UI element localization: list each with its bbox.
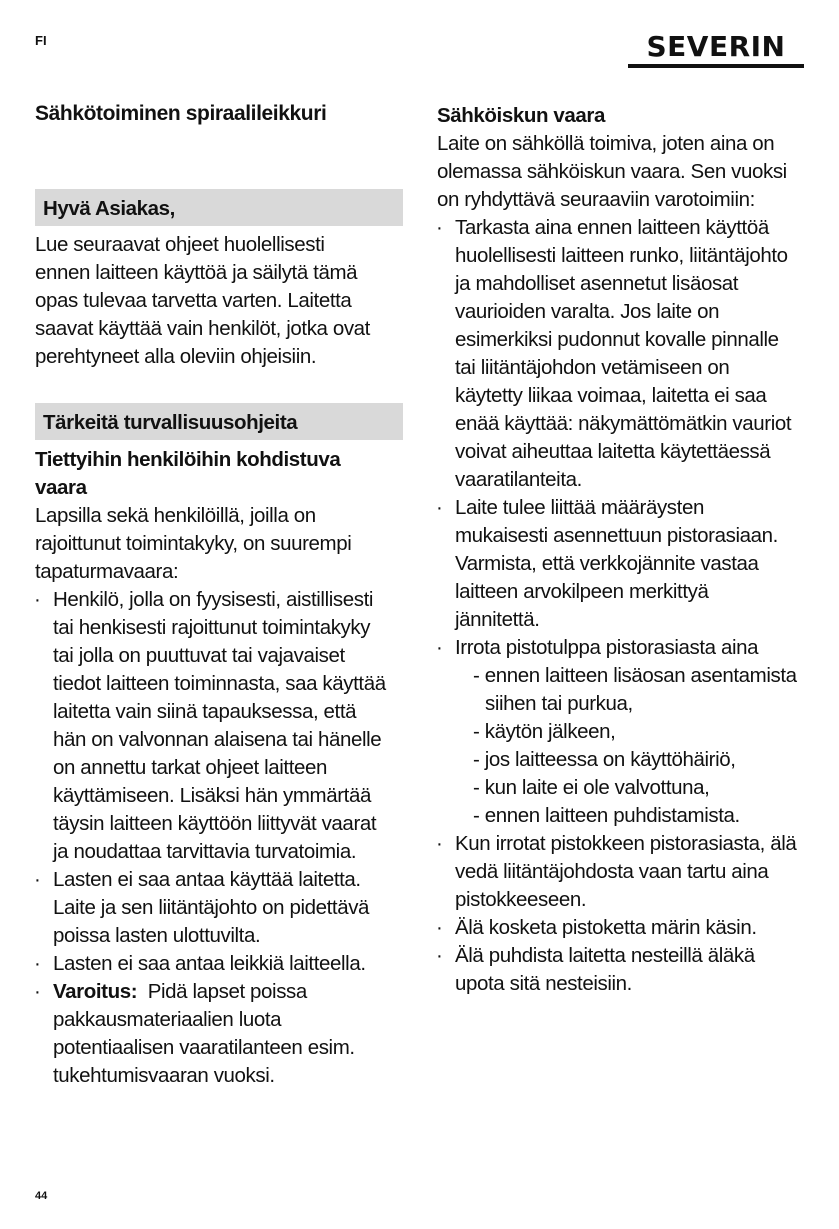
text-line: Älä puhdista laitetta nesteillä äläkä <box>455 944 755 967</box>
text-line: laitteen arvokilpeen merkittyä <box>455 580 709 603</box>
list-item <box>35 866 386 950</box>
sub-item: - ennen laitteen lisäosan asentamista <box>473 664 797 687</box>
safety-heading: Tärkeitä turvallisuusohjeita <box>35 403 403 440</box>
text-line: vedä liitäntäjohdosta vaan tartu aina <box>455 860 769 883</box>
text-line: käyttämiseen. Lisäksi hän ymmärtää <box>53 784 371 807</box>
list-item <box>437 914 797 942</box>
page-number: 44 <box>35 1190 48 1202</box>
sub-item: - ennen laitteen puhdistamista. <box>473 804 740 827</box>
text-line: vaaratilanteita. <box>455 468 582 491</box>
text-line: laitetta vain siinä tapauksessa, että <box>53 700 357 723</box>
text-line: Lasten ei saa antaa käyttää laitetta. <box>53 868 361 891</box>
text-line: Tarkasta aina ennen laitteen käyttöä <box>455 216 769 239</box>
text-line: pistokkeeseen. <box>455 888 587 911</box>
text-line <box>53 978 386 1006</box>
text-line: hän on valvonnan alaisena tai hänelle <box>53 728 382 751</box>
risk-heading <box>35 446 386 502</box>
bullet-icon: · <box>436 216 443 239</box>
text-line: Älä kosketa pistoketta märin käsin. <box>455 916 757 939</box>
bullet-icon: · <box>436 944 443 967</box>
text-line: rajoittunut toimintakyky, on suurempi <box>35 532 352 555</box>
text-line: Varmista, että verkkojännite vastaa <box>455 552 759 575</box>
text-line: upota sitä nesteisiin. <box>455 972 632 995</box>
bullet-icon: · <box>436 916 443 939</box>
text-line: Tiettyihin henkilöihin kohdistuva <box>35 448 341 471</box>
text-line: pakkausmateriaalien luota <box>53 1008 282 1031</box>
list-item <box>437 942 797 998</box>
text-line: huolellisesti laitteen runko, liitäntäjohto <box>455 244 788 267</box>
text-line: voivat aiheuttaa laitetta käytettäessä <box>455 440 771 463</box>
sub-item: - jos laitteessa on käyttöhäiriö, <box>473 748 736 771</box>
text-line: Lue seuraavat ohjeet huolellisesti <box>35 233 325 256</box>
warning-label: Varoitus: <box>53 980 138 1003</box>
text-line: perehtyneet alla oleviin ohjeisiin. <box>35 345 317 368</box>
text-line: tiedot laitteen toiminnasta, saa käyttää <box>53 672 386 695</box>
text-line: ja mahdolliset asennetut lisäosat <box>455 272 739 295</box>
text-line: Kun irrotat pistokkeen pistorasiasta, älä <box>455 832 797 855</box>
sub-item-continuation: siihen tai purkua, <box>485 692 633 715</box>
text-line: Henkilö, jolla on fyysisesti, aistillisesti <box>53 588 374 611</box>
brand-logo: SEVERIN <box>628 30 804 68</box>
text-line: tai henkisesti rajoittunut toimintakyky <box>53 616 371 639</box>
list-item <box>35 950 386 978</box>
text-line: saavat käyttää vain henkilöt, jotka ovat <box>35 317 370 340</box>
bullet-icon: · <box>436 832 443 855</box>
text-line: tai jolla on puuttuvat tai vajavaiset <box>53 644 345 667</box>
text-line: esimerkiksi pudonnut kovalle pinnalle <box>455 328 779 351</box>
bullet-icon: · <box>34 980 41 1003</box>
text-line: potentiaalisen vaaratilanteen esim. <box>53 1036 355 1059</box>
risk-intro <box>35 502 386 586</box>
text-line: on ryhdyttävä seuraaviin varotoimiin: <box>437 188 755 211</box>
bullet-icon: · <box>436 636 443 659</box>
text-line: olemassa sähköiskun vaara. Sen vuoksi <box>437 160 787 183</box>
list-item <box>437 214 797 494</box>
text-line: tapaturmavaara: <box>35 560 179 583</box>
page-title: Sähkötoiminen spiraalileikkuri <box>35 102 327 125</box>
text-line: on annettu tarkat ohjeet laitteen <box>53 756 328 779</box>
text-line: poissa lasten ulottuvilta. <box>53 924 261 947</box>
sub-item: - käytön jälkeen, <box>473 720 616 743</box>
sub-item: - kun laite ei ole valvottuna, <box>473 776 710 799</box>
list-item <box>437 634 797 830</box>
shock-section <box>437 102 797 998</box>
greeting-heading: Hyvä Asiakas, <box>35 189 403 226</box>
text-line: Laite on sähköllä toimiva, joten aina on <box>437 132 775 155</box>
text-line: tukehtumisvaaran vuoksi. <box>53 1064 275 1087</box>
text-line: Laite ja sen liitäntäjohto on pidettävä <box>53 896 370 919</box>
intro-paragraph <box>35 231 370 371</box>
text-line: Lapsilla sekä henkilöillä, joilla on <box>35 504 316 527</box>
list-item <box>437 494 797 634</box>
shock-intro <box>437 130 797 214</box>
bullet-icon: · <box>436 496 443 519</box>
text-line: ja noudattaa tarvittavia turvatoimia. <box>53 840 357 863</box>
warning-item <box>35 978 386 1090</box>
shock-bullet-list <box>437 214 797 998</box>
bullet-icon: · <box>34 952 41 975</box>
bullet-icon: · <box>34 588 41 611</box>
warning-text: Pidä lapset poissa <box>147 980 307 1003</box>
text-line: vaurioiden varalta. Jos laite on <box>455 300 720 323</box>
text-line: jännitettä. <box>455 608 540 631</box>
text-line: Irrota pistotulppa pistorasiasta aina <box>455 636 759 659</box>
text-line: ennen laitteen käyttöä ja säilytä tämä <box>35 261 358 284</box>
text-line: tai liitäntäjohdon vetämiseen on <box>455 356 730 379</box>
list-item <box>437 830 797 914</box>
language-code: FI <box>35 33 47 48</box>
bullet-icon: · <box>34 868 41 891</box>
text-line: vaara <box>35 476 87 499</box>
text-line: täysin laitteen käyttöön liittyvät vaarat <box>53 812 377 835</box>
text-line: Lasten ei saa antaa leikkiä laitteella. <box>53 952 366 975</box>
sub-list <box>455 662 797 830</box>
text-line: käytetty liikaa voimaa, laitetta ei saa <box>455 384 767 407</box>
list-item <box>35 586 386 866</box>
text-line: enää käyttää: näkymättömätkin vauriot <box>455 412 792 435</box>
risk-bullet-list <box>35 586 386 1090</box>
text-line: mukaisesti asennettuun pistorasiaan. <box>455 524 778 547</box>
shock-heading: Sähköiskun vaara <box>437 104 605 127</box>
risk-section <box>35 446 386 1090</box>
text-line: opas tulevaa tarvetta varten. Laitetta <box>35 289 352 312</box>
text-line: Laite tulee liittää määräysten <box>455 496 704 519</box>
